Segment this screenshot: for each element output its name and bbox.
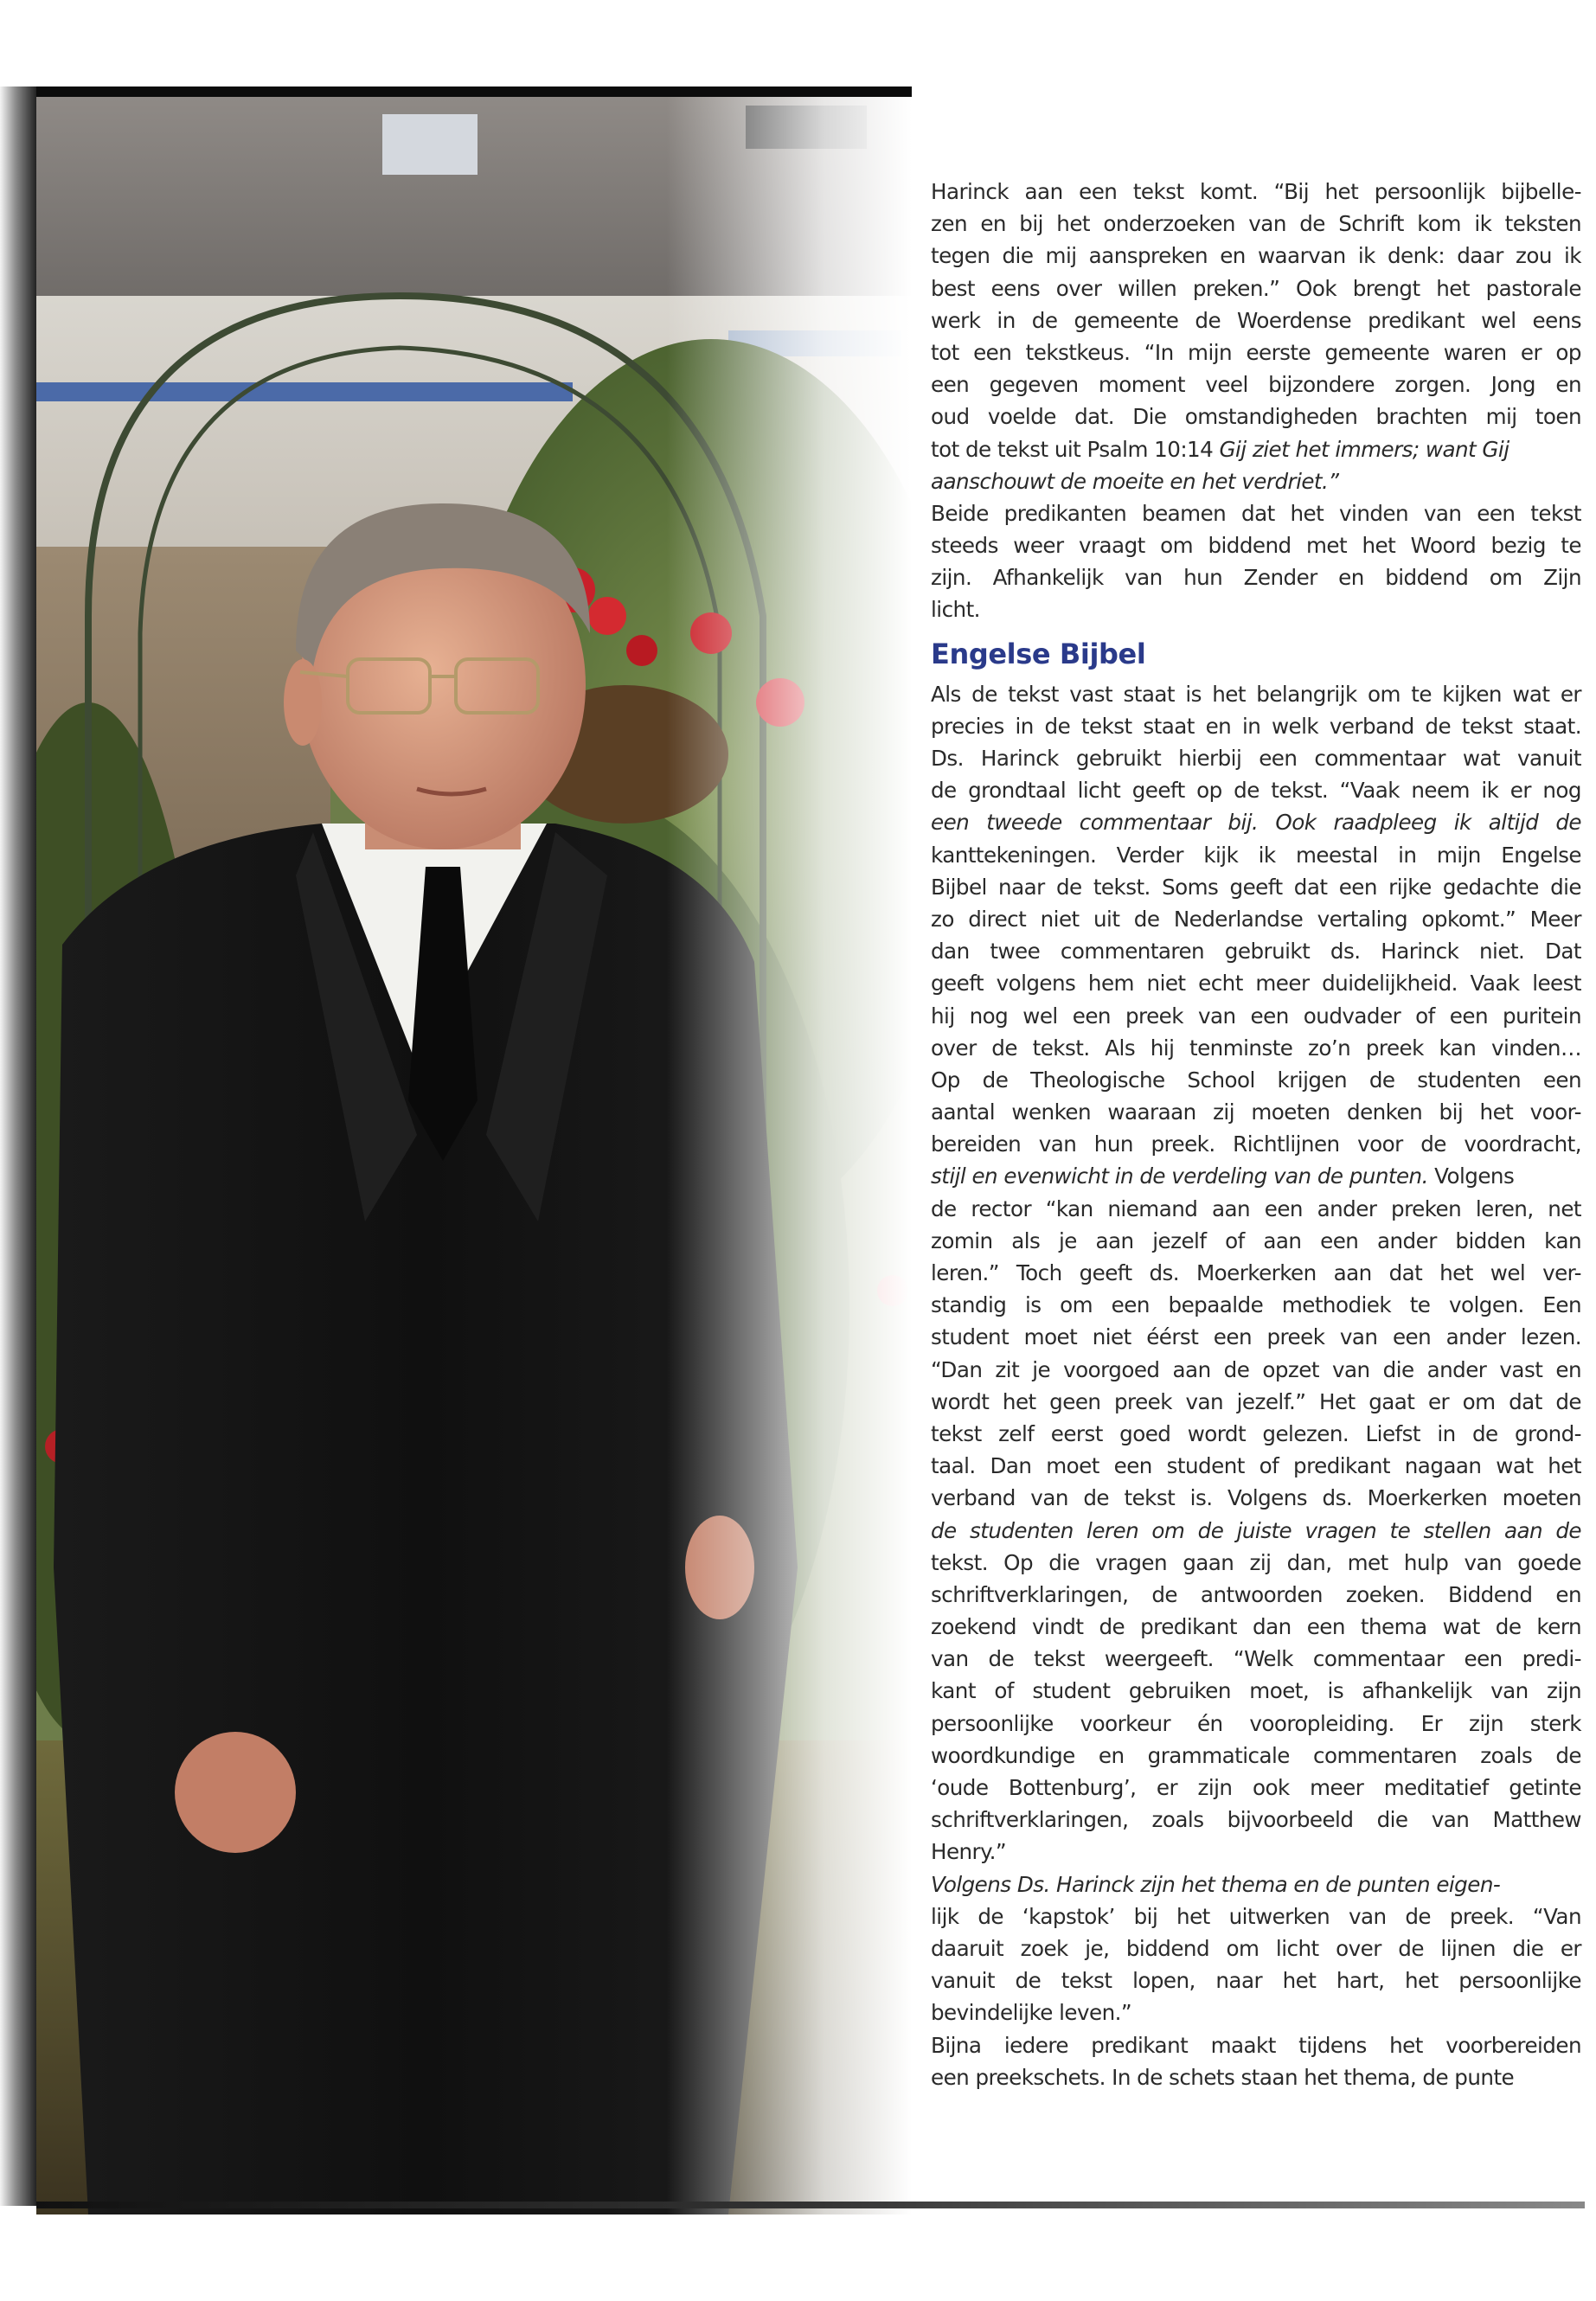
text-line: tot een tekstkeus. “In mijn eerste gemeente waren er op <box>931 339 1581 365</box>
text-run-italic: stijl en evenwicht in de verdeling van de punten. <box>931 1163 1428 1189</box>
text-line: student moet niet éérst een preek van een ander lezen. <box>931 1324 1581 1350</box>
text-line: best eens over willen preken.” Ook brengt het pastorale <box>931 275 1581 301</box>
preacher-garden-photo <box>36 97 912 2214</box>
text-line: vanuit de tekst lopen, naar het hart, het persoonlijke <box>931 1968 1581 1994</box>
text-run: tot de tekst uit Psalm 10:14 <box>931 436 1220 462</box>
text-line: Beide predikanten beamen dat het vinden van een tekst <box>931 500 1581 526</box>
text-line: leren.” Toch geeft ds. Moerkerken aan dat het wel ver- <box>931 1260 1581 1285</box>
text-line: standig is om een bepaalde methodiek te volgen. Een <box>931 1292 1581 1318</box>
scan-edge-shadow <box>0 87 40 2206</box>
text-line-mixed <box>931 433 1581 465</box>
text-line-italic: een tweede commentaar bij. Ook raadpleeg ik altijd de <box>931 810 1581 836</box>
text-line: ‘oude Bottenburg’, er zijn ook meer meditatief getinte <box>931 1775 1581 1800</box>
text-run: Volgens <box>1427 1163 1515 1189</box>
text-line: zo direct niet uit de Nederlandse vertaling opkomt.” Meer <box>931 906 1581 932</box>
text-line: tegen die mij aanspreken en waarvan ik denk: daar zou ik <box>931 243 1581 269</box>
article-photo <box>36 87 912 2214</box>
text-line: Ds. Harinck gebruikt hierbij een commentaar wat vanuit <box>931 746 1581 771</box>
bottom-border-line <box>36 2202 1585 2208</box>
text-line: de rector “kan niemand aan een ander preken leren, net <box>931 1195 1581 1221</box>
text-line: daaruit zoek je, biddend om licht over de lijnen die er <box>931 1935 1581 1961</box>
text-line-mixed <box>931 1868 1581 1900</box>
text-line: zomin als je aan jezelf of aan een ander bidden kan <box>931 1227 1581 1253</box>
text-line: wordt het geen preek van jezelf.” Het gaat er om dat de <box>931 1388 1581 1414</box>
text-line: geeft volgens hem niet echt meer duidelijkheid. Vaak leest <box>931 971 1581 997</box>
text-line: “Dan zit je voorgoed aan de opzet van die ander vast en <box>931 1356 1581 1382</box>
text-line: Bijna iedere predikant maakt tijdens het voorbereiden <box>931 2032 1581 2058</box>
text-run-italic: Volgens Ds. Harinck <box>931 1871 1141 1897</box>
text-line: Harinck aan een tekst komt. “Bij het persoonlijk bijbelle- <box>931 179 1581 204</box>
text-line: persoonlijke voorkeur én vooropleiding. Er zijn sterk <box>931 1710 1581 1736</box>
text-line: zoekend vindt de predikant dan een thema wat de kern <box>931 1614 1581 1640</box>
text-line: kant of student gebruiken moet, is afhankelijk van zijn <box>931 1678 1581 1704</box>
text-line: over de tekst. Als hij tenminste zo’n preek kan vinden… <box>931 1035 1581 1061</box>
text-line: zijn. Afhankelijk van hun Zender en biddend om Zijn <box>931 565 1581 591</box>
text-line: aantal wenken waaraan zij moeten denken bij het voor- <box>931 1099 1581 1125</box>
text-line-italic: de studenten leren om de juiste vragen te stellen aan de <box>931 1517 1581 1543</box>
text-line: tekst. Op die vragen gaan zij dan, met hulp van goede <box>931 1549 1581 1575</box>
text-line: bereiden van hun preek. Richtlijnen voor de voordracht, <box>931 1131 1581 1157</box>
text-line: hij nog wel een preek van een oudvader of een puritein <box>931 1003 1581 1029</box>
text-line: Bijbel naar de tekst. Soms geeft dat een rijke gedachte die <box>931 874 1581 900</box>
scripture-quote: aanschouwt de moeite en het verdriet.” <box>931 468 1339 494</box>
section-heading: Engelse Bijbel <box>931 637 1146 670</box>
text-line: steeds weer vraagt om biddend met het Woord bezig te <box>931 533 1581 559</box>
article-text <box>931 176 1581 2093</box>
text-line: schriftverklaringen, zoals bijvoorbeeld die van Matthew <box>931 1807 1581 1833</box>
text-line: schriftverklaringen, de antwoorden zoeken. Biddend en <box>931 1581 1581 1607</box>
text-line: Als de tekst vast staat is het belangrijk om te kijken wat er <box>931 681 1581 707</box>
text-line: Op de Theologische School krijgen de studenten een <box>931 1067 1581 1093</box>
text-line: lijk de ‘kapstok’ bij het uitwerken van de preek. “Van <box>931 1903 1581 1929</box>
text-line: dan twee commentaren gebruikt ds. Harinck niet. Dat <box>931 939 1581 965</box>
text-line: verband van de tekst is. Volgens ds. Moerkerken moeten <box>931 1485 1581 1511</box>
text-line: bevindelijke leven.” <box>931 2000 1132 2026</box>
text-line: werk in de gemeente de Woerdense predikant wel eens <box>931 307 1581 333</box>
text-line: licht. <box>931 597 980 623</box>
text-line: tekst zelf eerst goed wordt gelezen. Liefst in de grond- <box>931 1420 1581 1446</box>
text-line: oud voelde dat. Die omstandigheden brachten mij toen <box>931 404 1581 430</box>
text-line: kanttekeningen. Verder kijk ik meestal in mijn Engelse <box>931 842 1581 868</box>
text-line: een gegeven moment veel bijzondere zorgen. Jong en <box>931 372 1581 398</box>
text-line: de grondtaal licht geeft op de tekst. “Vaak neem ik er nog <box>931 778 1581 804</box>
text-line-mixed <box>931 1160 1581 1192</box>
text-line: zen en bij het onderzoeken van de Schrift kom ik teksten <box>931 211 1581 237</box>
text-line: precies in de tekst staat en in welk verband de tekst staat. <box>931 713 1581 739</box>
text-run-italic: zijn het thema en de punten eigen- <box>1140 1871 1501 1897</box>
text-line: woordkundige en grammaticale commentaren zoals de <box>931 1742 1581 1768</box>
text-line: een preekschets. In de schets staan het thema, de punte <box>931 2064 1515 2090</box>
text-line: Henry.” <box>931 1839 1007 1865</box>
text-line: van de tekst weergeeft. “Welk commentaar een predi- <box>931 1646 1581 1672</box>
text-line: taal. Dan moet een student of predikant nagaan wat het <box>931 1453 1581 1479</box>
scripture-quote: Gij ziet het immers; want Gij <box>1219 436 1509 462</box>
